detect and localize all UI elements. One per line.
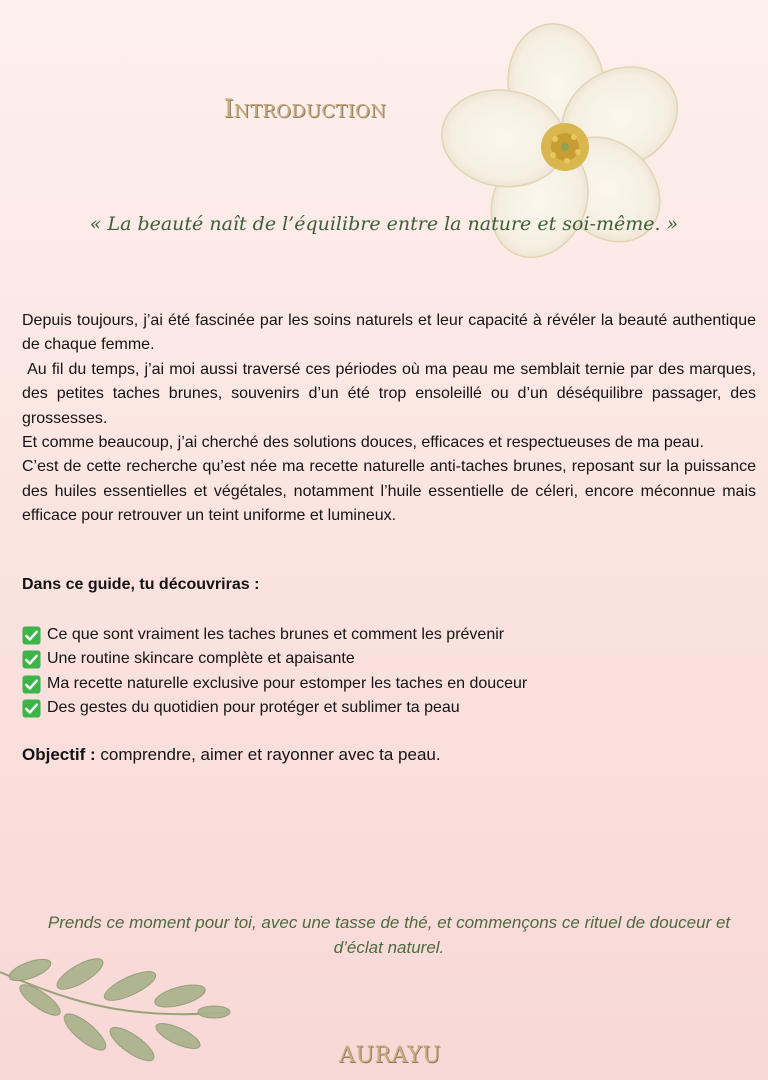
- checklist-item-text: Des gestes du quotidien pour protéger et sublimer ta peau: [47, 699, 460, 717]
- objective-text: comprendre, aimer et rayonner avec ta peau.: [95, 745, 441, 764]
- checklist-item-text: Une routine skincare complète et apaisante: [47, 650, 355, 668]
- intro-quote: « La beauté naît de l’équilibre entre la nature et soi-même. »: [89, 213, 679, 235]
- intro-paragraph: C’est de cette recherche qu’est née ma recette naturelle anti-taches brunes, reposant sur la puissance des huiles essentielles et végétales, notamment l’huile essentielle de céleri, encore méconnue mais efficace pour retrouver un teint uniforme et lumineux.: [22, 458, 756, 525]
- checklist-item-text: Ma recette naturelle exclusive pour estomper les taches en douceur: [47, 674, 528, 692]
- page-title: Introduction: [223, 94, 387, 123]
- objective-line: [22, 745, 441, 765]
- objective-label: Objectif :: [22, 745, 96, 764]
- checklist-item: [22, 696, 527, 720]
- checklist-item-text: Ce que sont vraiment les taches brunes et comment les prévenir: [47, 626, 505, 643]
- leaf-branch-illustration: [0, 952, 232, 1064]
- intro-paragraph: Au fil du temps, j’ai moi aussi traversé ces périodes où ma peau me semblait ternie par des marques, des petites taches brunes, souvenirs d’un été trop ensoleillé ou d’un déséquilibre passager, des grossesses.: [22, 360, 761, 427]
- check-mark-icon: [22, 650, 41, 669]
- check-mark-icon: [22, 675, 41, 694]
- intro-body: [22, 309, 761, 529]
- check-mark-icon: [22, 626, 41, 645]
- checklist-item: [22, 672, 527, 696]
- closing-message: Prends ce moment pour toi, avec une tasse de thé, et commençons ce rituel de douceur et d’éclat naturel.: [47, 913, 731, 957]
- guide-heading: Dans ce guide, tu découvriras :: [22, 576, 260, 593]
- guide-checklist: [22, 623, 527, 721]
- checklist-item: [22, 623, 527, 647]
- checklist-item: [22, 647, 527, 671]
- intro-paragraph: Et comme beaucoup, j’ai cherché des solutions douces, efficaces et respectueuses de ma peau.: [22, 434, 704, 452]
- intro-paragraph: Depuis toujours, j’ai été fascinée par les soins naturels et leur capacité à révéler la beauté authentique de chaque femme.: [22, 312, 756, 354]
- check-mark-icon: [22, 699, 41, 718]
- brand-name: AURAYU: [338, 1043, 442, 1068]
